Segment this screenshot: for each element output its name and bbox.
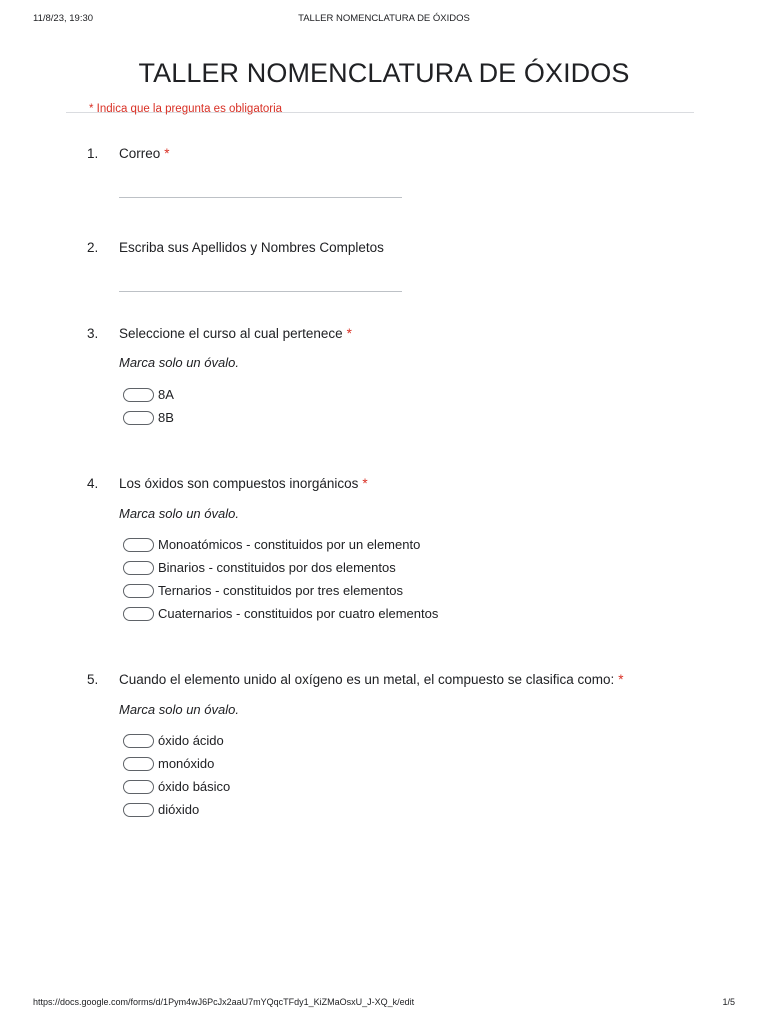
- question-text: Correo *: [119, 146, 170, 161]
- option-label: 8B: [158, 410, 174, 425]
- question-number: 1.: [87, 146, 99, 161]
- question-number: 3.: [87, 326, 99, 341]
- question-number: 4.: [87, 476, 99, 491]
- required-asterisk: *: [618, 672, 624, 687]
- question-hint: Marca solo un óvalo.: [119, 702, 239, 717]
- option-label: dióxido: [158, 802, 200, 817]
- question-text: Seleccione el curso al cual pertenece *: [119, 326, 352, 341]
- required-asterisk: *: [346, 326, 352, 341]
- print-footer: [33, 997, 735, 1009]
- radio-oval[interactable]: [123, 388, 154, 402]
- option-label: Binarios - constituidos por dos elementos: [158, 560, 396, 575]
- question-text: Escriba sus Apellidos y Nombres Completos: [119, 240, 384, 255]
- name-answer-field[interactable]: [119, 291, 402, 292]
- option-label: monóxido: [158, 756, 215, 771]
- question-number: 2.: [87, 240, 99, 255]
- question-hint: Marca solo un óvalo.: [119, 506, 239, 521]
- radio-oval[interactable]: [123, 561, 154, 575]
- option-label: Monoatómicos - constituidos por un elemento: [158, 537, 421, 552]
- question-hint: Marca solo un óvalo.: [119, 355, 239, 370]
- print-datetime: 11/8/23, 19:30: [33, 13, 94, 24]
- print-header: [33, 13, 735, 27]
- option-label: Ternarios - constituidos por tres elementos: [158, 583, 403, 598]
- option-label: 8A: [158, 387, 174, 402]
- radio-oval[interactable]: [123, 757, 154, 771]
- question-text: Los óxidos son compuestos inorgánicos *: [119, 476, 368, 491]
- page-number: 1/5: [722, 997, 735, 1007]
- radio-oval[interactable]: [123, 538, 154, 552]
- radio-oval[interactable]: [123, 607, 154, 621]
- form-title: TALLER NOMENCLATURA DE ÓXIDOS: [138, 58, 630, 88]
- radio-oval[interactable]: [123, 803, 154, 817]
- required-asterisk: *: [164, 146, 170, 161]
- email-answer-field[interactable]: [119, 197, 402, 198]
- radio-oval[interactable]: [123, 584, 154, 598]
- question-text: Cuando el elemento unido al oxígeno es un metal, el compuesto se clasifica como: *: [119, 672, 624, 687]
- radio-oval[interactable]: [123, 780, 154, 794]
- print-doc-title: TALLER NOMENCLATURA DE ÓXIDOS: [298, 13, 470, 24]
- radio-oval[interactable]: [123, 734, 154, 748]
- required-note: * Indica que la pregunta es obligatoria: [89, 103, 283, 115]
- radio-oval[interactable]: [123, 411, 154, 425]
- question-number: 5.: [87, 672, 99, 687]
- option-label: Cuaternarios - constituidos por cuatro elementos: [158, 606, 439, 621]
- option-label: óxido básico: [158, 779, 231, 794]
- form-url: https://docs.google.com/forms/d/1Pym4wJ6PcJx2aaU7mYQqcTFdy1_KiZMaOsxU_J-XQ_k/edit: [33, 997, 415, 1007]
- option-label: óxido ácido: [158, 733, 224, 748]
- required-asterisk: *: [362, 476, 368, 491]
